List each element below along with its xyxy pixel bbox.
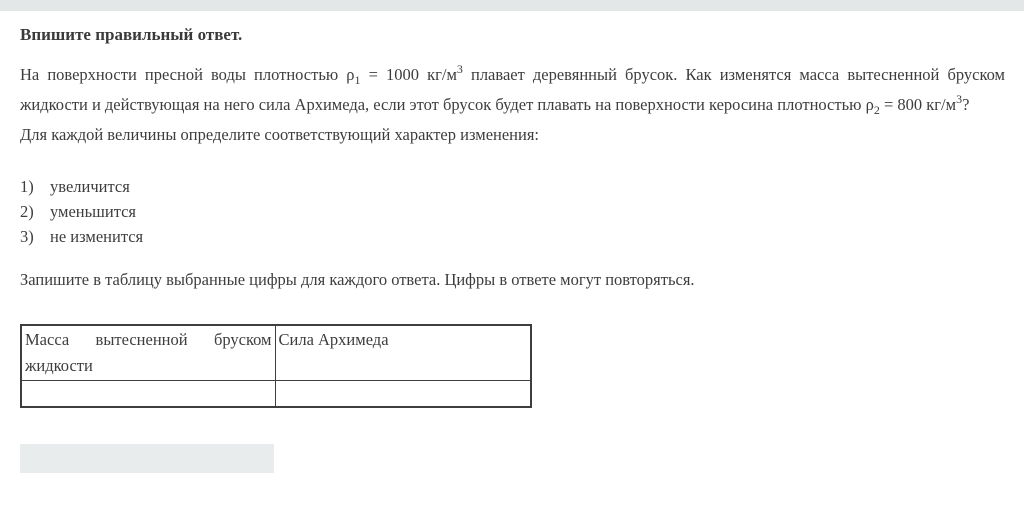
- top-bar: [0, 0, 1024, 11]
- answer-input[interactable]: [20, 444, 274, 473]
- option-number: 2): [20, 202, 34, 221]
- problem-part-1: На поверхности пресной воды плотностью ρ: [20, 65, 355, 84]
- problem-question-mark: ?: [962, 95, 970, 114]
- option-increase: [20, 174, 1005, 199]
- answer-cell-displaced-mass: [21, 381, 275, 407]
- option-label: уменьшится: [50, 202, 137, 221]
- problem-text: [20, 60, 1005, 120]
- rho2-subscript: 2: [873, 103, 880, 117]
- rho1-value: = 1000 кг/м: [360, 65, 457, 84]
- option-unchanged: [20, 224, 1005, 249]
- option-label: увеличится: [50, 177, 130, 196]
- rho2-superscript: 3: [956, 92, 963, 106]
- answer-table: [20, 324, 532, 408]
- rho1-superscript: 3: [456, 62, 463, 76]
- table-answer-row: [21, 381, 531, 407]
- table-header-row: [21, 325, 531, 381]
- option-label: не изменится: [50, 227, 144, 246]
- instruction-text: Для каждой величины определите соответствующий характер изменения:: [20, 125, 540, 144]
- question-content: [0, 23, 1024, 408]
- options-list: [20, 174, 1005, 249]
- page-title: Впишите правильный ответ.: [20, 25, 243, 44]
- option-number: 3): [20, 227, 34, 246]
- column-header-displaced-mass: Масса вытесненной бруском жидкости: [21, 325, 275, 381]
- problem-part-2: плавает деревянный брусок. Как изменятся масса вытесненной бруском жидкости и действующая на него сила Архимеда, если этот брусок будет плавать на поверхности керосина плотностью ρ: [20, 65, 1005, 114]
- option-decrease: [20, 199, 1005, 224]
- rho2-value: = 800 кг/м: [879, 95, 957, 114]
- answer-cell-archimedes-force: [275, 381, 531, 407]
- rho1-subscript: 1: [354, 73, 361, 87]
- note-text: Запишите в таблицу выбранные цифры для каждого ответа. Цифры в ответе могут повторяться.: [20, 270, 695, 289]
- column-header-archimedes-force: Сила Архимеда: [275, 325, 531, 381]
- option-number: 1): [20, 177, 34, 196]
